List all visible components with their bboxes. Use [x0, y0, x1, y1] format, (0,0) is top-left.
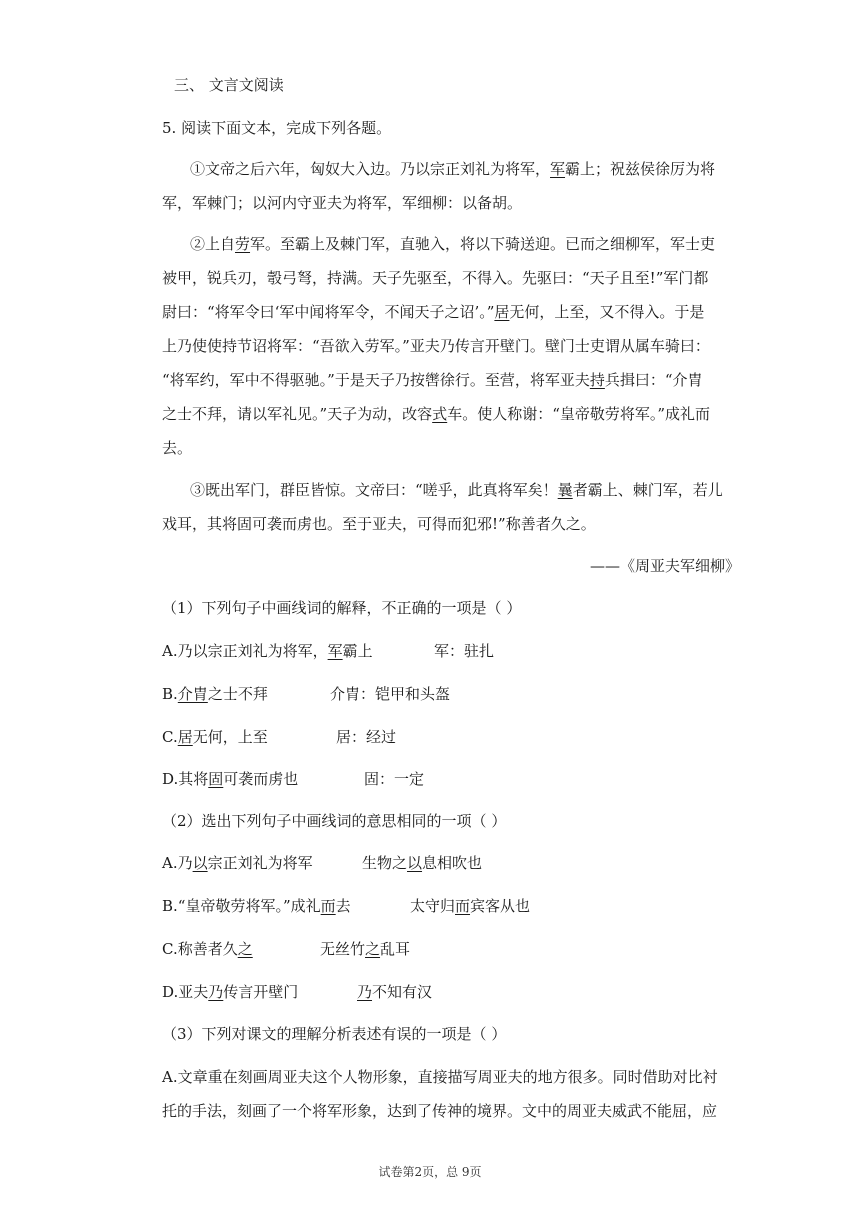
q2-stem: （2）选出下列句子中画线词的意思相同的一项（ ）	[162, 812, 507, 830]
underlined-word: 持	[589, 371, 605, 389]
q2-option-d-compare: 乃不知有汉	[357, 983, 433, 1001]
q2-option-c: C.称善者久之	[162, 940, 253, 958]
underlined-word: 居	[494, 303, 510, 321]
passage-p2-line2: 被甲，锐兵刃，彀弓弩，持满。天子先驱至，不得入。先驱曰：“天子且至!”军门都	[162, 269, 709, 287]
q2-option-d: D.亚夫乃传言开壁门	[162, 983, 299, 1001]
q1-option-a-gloss: 军：驻扎	[434, 642, 495, 660]
q1-option-b: B.介胄之士不拜	[162, 685, 268, 703]
q2-option-a: A.乃以宗正刘礼为将军	[162, 854, 313, 872]
underlined-word: 军	[550, 160, 566, 178]
question-intro: 5. 阅读下面文本，完成下列各题。	[162, 119, 392, 137]
q1-option-a: A.乃以宗正刘礼为将军，军霸上	[162, 642, 373, 660]
q1-option-d: D.其将固可袭而虏也	[162, 770, 299, 788]
q1-option-d-gloss: 固：一定	[364, 770, 425, 788]
q2-option-b-compare: 太守归而宾客从也	[410, 897, 531, 915]
underlined-word: 曩	[557, 481, 573, 499]
q2-option-c-compare: 无丝竹之乱耳	[320, 940, 411, 958]
passage-p2-line1: ②上自劳军。至霸上及棘门军，直驰入，将以下骑送迎。已而之细柳军，军士吏	[190, 235, 716, 253]
passage-p2-line3: 尉曰：“将军令曰‘军中闻将军令，不闻天子之诏’。”居无何，上至，又不得入。于是	[162, 303, 705, 321]
q2-option-b: B.“皇帝敬劳将军。”成礼而去	[162, 897, 351, 915]
passage-p2-line7: 去。	[162, 439, 193, 457]
passage-p2-line5: “将军约，军中不得驱驰。”于是天子乃按辔徐行。至营，将军亚夫持兵揖曰：“介胄	[162, 371, 703, 389]
q3-stem: （3）下列对课文的理解分析表述有误的一项是（ ）	[162, 1025, 507, 1043]
underlined-word: 式	[432, 405, 448, 423]
underlined-word: 劳	[235, 235, 251, 253]
q1-option-b-gloss: 介胄：铠甲和头盔	[330, 685, 451, 703]
passage-p1-line2: 军，军棘门；以河内守亚夫为将军，军细柳：以备胡。	[162, 194, 523, 212]
passage-p2-line6: 之士不拜，请以军礼见。”天子为动，改容式车。使人称谢：“皇帝敬劳将军。”成礼而	[162, 405, 711, 423]
page-footer: 试卷第2页，总 9页	[378, 1165, 482, 1179]
q1-option-c-gloss: 居：经过	[336, 728, 397, 746]
passage-p2-line4: 上乃使使持节诏将军：“吾欲入劳军。”亚夫乃传言开壁门。壁门士吏谓从属车骑曰：	[162, 337, 710, 355]
section-title: 三、 文言文阅读	[174, 76, 284, 94]
q1-option-c: C.居无何，上至	[162, 728, 268, 746]
q1-stem: （1）下列句子中画线词的解释，不正确的一项是（ ）	[162, 599, 522, 617]
q3-option-a-line1: A.文章重在刻画周亚夫这个人物形象，直接描写周亚夫的地方很多。同时借助对比衬	[162, 1068, 718, 1086]
passage-p3-line1: ③既出军门，群臣皆惊。文帝曰：“嗟乎，此真将军矣！曩者霸上、棘门军，若儿	[190, 481, 723, 499]
q3-option-a-line2: 托的手法，刻画了一个将军形象，达到了传神的境界。文中的周亚夫威武不能屈，应	[162, 1102, 718, 1120]
q2-option-a-compare: 生物之以息相吹也	[362, 854, 483, 872]
passage-p3-line2: 戏耳，其将固可袭而虏也。至于亚夫，可得而犯邪!”称善者久之。	[162, 515, 596, 533]
passage-source: ——《周亚夫军细柳》	[589, 557, 740, 575]
passage-p1-line1: ①文帝之后六年，匈奴大入边。乃以宗正刘礼为将军，军霸上；祝兹侯徐厉为将	[190, 160, 716, 178]
